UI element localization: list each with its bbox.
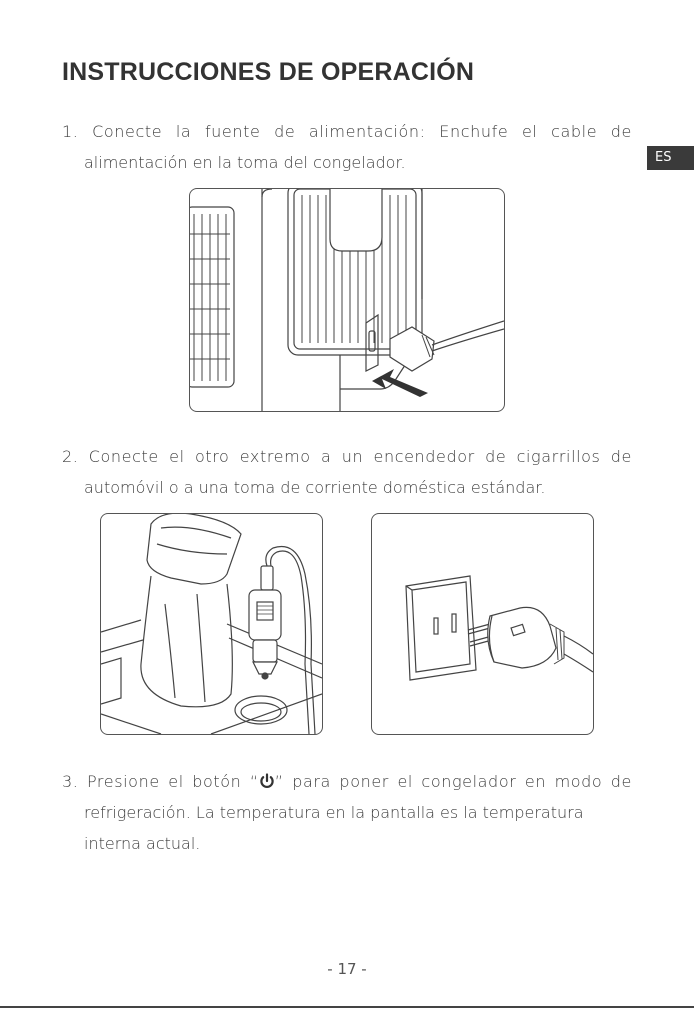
freezer-socket-drawing <box>190 189 504 411</box>
wall-outlet-drawing <box>372 514 593 734</box>
step-1-line2: alimentación en la toma del congelador. <box>84 153 406 172</box>
step-3-line3: interna actual. <box>84 834 201 853</box>
step-3-line1 <box>62 766 632 797</box>
step-3-line1-end: ” para poner el congelador en modo de <box>274 772 632 791</box>
freezer-socket-illustration <box>189 188 505 412</box>
step-2-line2: automóvil o a una toma de corriente doméstica estándar. <box>84 478 546 497</box>
step-1-line1: 1. Conecte la fuente de alimentación: Enchufe el cable de <box>62 122 632 141</box>
power-icon <box>259 773 275 789</box>
language-tab: ES <box>647 146 694 170</box>
wall-outlet-illustration <box>371 513 594 735</box>
step-1 <box>62 116 632 178</box>
bottom-rule <box>0 1006 694 1008</box>
step-2 <box>62 441 632 503</box>
step-3 <box>62 766 632 859</box>
page-number: - 17 - <box>327 960 367 978</box>
page-heading: INSTRUCCIONES DE OPERACIÓN <box>62 58 475 86</box>
step-3-line2: refrigeración. La temperatura en la pantalla es la temperatura <box>84 803 584 822</box>
step-2-line1: 2. Conecte el otro extremo a un encendedor de cigarrillos de <box>62 447 632 466</box>
car-lighter-drawing <box>101 514 322 734</box>
car-lighter-illustration <box>100 513 323 735</box>
step-3-line1-start: 3. Presione el botón “ <box>62 772 259 791</box>
